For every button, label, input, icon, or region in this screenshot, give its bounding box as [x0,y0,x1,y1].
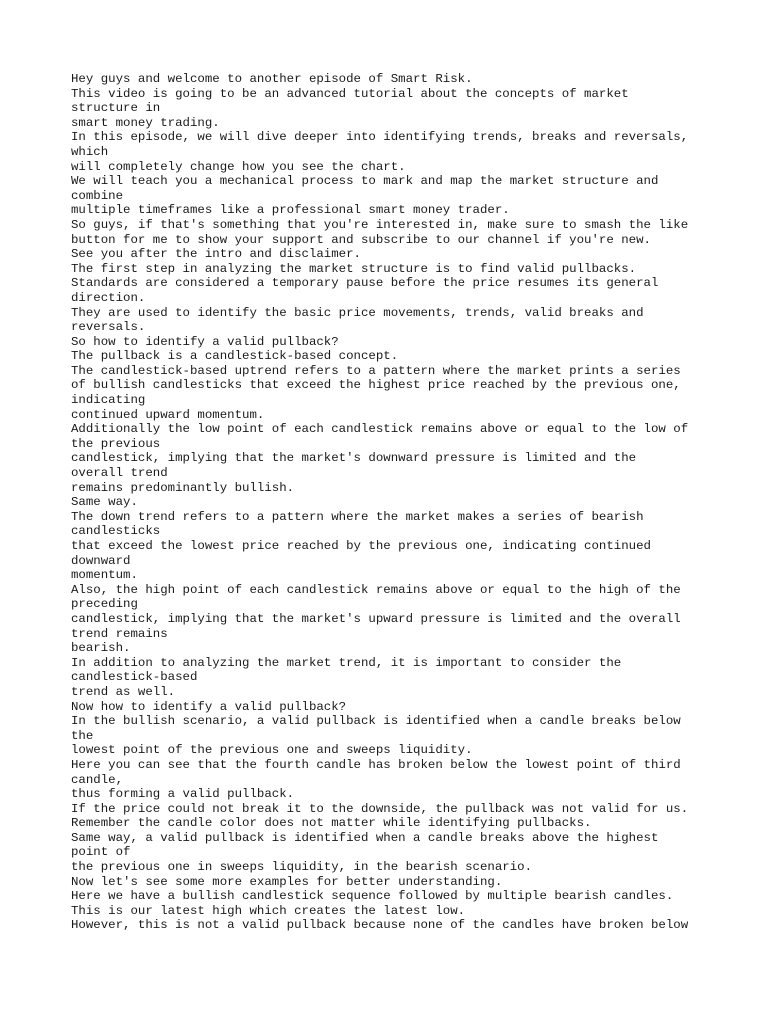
transcript-line: This is our latest high which creates the latest low. [71,903,466,918]
transcript-line: of bullish candlesticks that exceed the highest price reached by the previous one, [71,378,681,393]
transcript-line: candlestick, implying that the market's downward pressure is limited and the [71,451,637,466]
transcript-line: indicating [71,393,146,408]
transcript-line: Hey guys and welcome to another episode of Smart Risk. [71,72,473,86]
transcript-line: So guys, if that's something that you're interested in, make sure to smash the like [71,217,689,232]
transcript-line: candle, [71,772,124,787]
transcript-line: momentum. [71,568,138,583]
transcript-line: lowest point of the previous one and sweeps liquidity. [71,743,473,758]
transcript-line: If the price could not break it to the downside, the pullback was not valid for us. [71,801,689,816]
transcript-line: The pullback is a candlestick-based concept. [71,349,399,364]
transcript-line: the [71,728,94,743]
transcript-line: Same way. [71,495,138,510]
transcript-line: The candlestick-based uptrend refers to a pattern where the market prints a series [71,363,681,378]
transcript-line: reversals. [71,320,146,335]
transcript-line: direction. [71,290,146,305]
transcript-line: trend remains [71,626,168,641]
transcript-line: Standards are considered a temporary pause before the price resumes its general [71,276,659,291]
transcript-line: The first step in analyzing the market structure is to find valid pullbacks. [71,261,637,276]
transcript-line: the previous [71,436,161,451]
transcript-line: Remember the candle color does not matter while identifying pullbacks. [71,816,592,831]
transcript-line: which [71,144,109,159]
transcript-line: thus forming a valid pullback. [71,787,295,802]
transcript-line: that exceed the lowest price reached by the previous one, indicating continued [71,539,651,553]
transcript-line: See you after the intro and disclaimer. [71,247,361,262]
transcript-line: will completely change how you see the chart. [71,159,406,174]
transcript-line: remains predominantly bullish. [71,480,295,495]
transcript-line: smart money trading. [71,115,220,130]
transcript-line: continued upward momentum. [71,407,265,422]
transcript-line: multiple timeframes like a professional smart money trader. [71,203,510,218]
transcript-line: So how to identify a valid pullback? [71,334,339,349]
transcript-line: candlestick, implying that the market's upward pressure is limited and the overall [71,611,681,626]
transcript-line: preceding [71,597,138,612]
transcript-line: However, this is not a valid pullback because none of the candles have broken below [71,918,689,933]
transcript-line: Now how to identify a valid pullback? [71,699,347,714]
transcript-line: trend as well. [71,684,176,699]
transcript-line: Same way, a valid pullback is identified when a candle breaks above the highest [71,830,659,845]
transcript-line: The down trend refers to a pattern where the market makes a series of bearish [71,509,644,524]
transcript-line: candlestick-based [71,670,198,685]
transcript-line: Here we have a bullish candlestick sequence followed by multiple bearish candles. [71,889,674,904]
transcript-line: Here you can see that the fourth candle has broken below the lowest point of third [71,757,681,772]
transcript-line: In addition to analyzing the market trend, it is important to consider the [71,655,622,670]
transcript-document [71,72,711,933]
transcript-line: structure in [71,101,161,116]
transcript-line: overall trend [71,466,168,481]
transcript-line: the previous one in sweeps liquidity, in the bearish scenario. [71,860,533,875]
transcript-line: point of [71,845,131,860]
transcript-line: candlesticks [71,524,161,539]
transcript-line: They are used to identify the basic price movements, trends, valid breaks and [71,305,644,320]
transcript-line: button for me to show your support and subscribe to our channel if you're new. [71,232,651,247]
transcript-line: This video is going to be an advanced tutorial about the concepts of market [71,86,629,101]
transcript-line: Also, the high point of each candlestick remains above or equal to the high of the [71,582,681,597]
transcript-line: combine [71,188,124,203]
transcript-line: We will teach you a mechanical process to mark and map the market structure and [71,174,659,189]
transcript-line: In the bullish scenario, a valid pullback is identified when a candle breaks below [71,714,681,729]
transcript-line: downward [71,553,131,568]
transcript-line: Additionally the low point of each candlestick remains above or equal to the low of [71,422,689,437]
transcript-line: bearish. [71,641,131,656]
transcript-line: Now let's see some more examples for better understanding. [71,874,503,889]
transcript-line: In this episode, we will dive deeper into identifying trends, breaks and reversals, [71,130,689,145]
